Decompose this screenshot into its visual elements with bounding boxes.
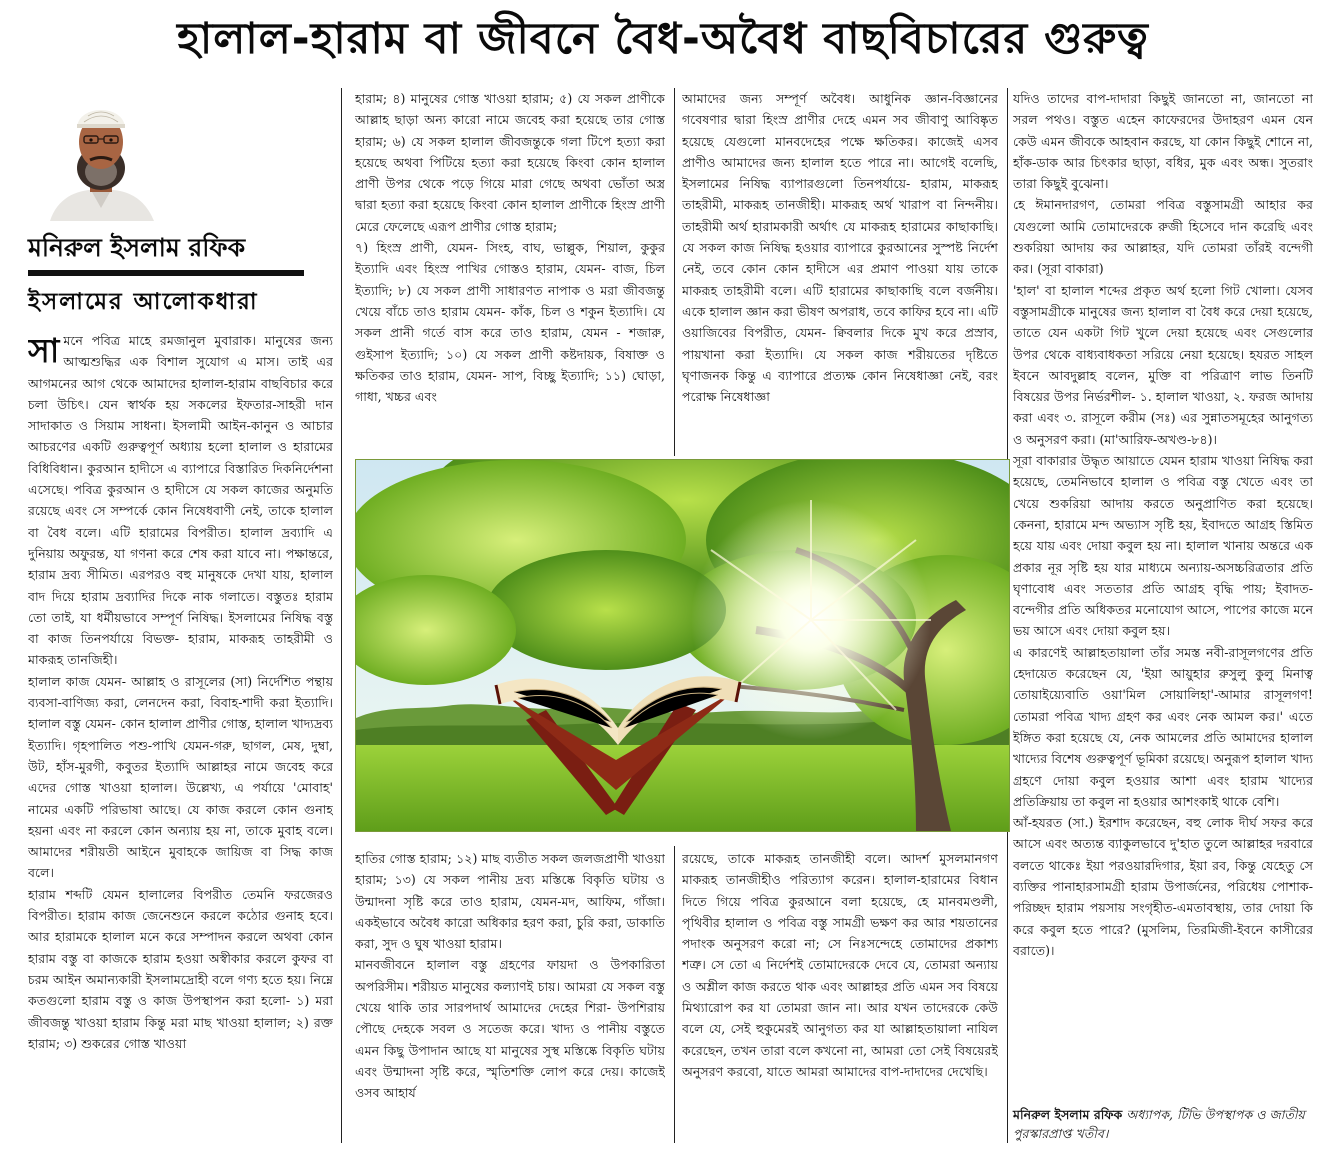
paragraph: সূরা বাকারার উদ্ধৃত আয়াতে যেমন হারাম খাওয়া নিষিদ্ধ করা হয়েছে, তেমনিভাবে হালাল ও পবিত্র বস্তু খেতে এবং তা খেয়ে শুকরিয়া আদায় করতে অনুপ্রাণিত করা হয়েছে। কেননা, হারামে মন্দ অভ্যাস সৃষ্টি হয়, ইবাদতে আগ্রহ স্তিমিত হয়ে যায় এবং দোয়া কবুল হয় না। হালাল খানায় অন্তরে এক প্রকার নূর সৃষ্টি হয় যার মাধ্যমে অন্যায়-অসচ্চরিত্রতার প্রতি ঘৃণাবোধ এবং সততার প্রতি আগ্রহ বৃদ্ধি পায়; ইবাদত-বন্দেগীর প্রতি অধিকতর মনোযোগ আসে, পাপের কাজে মনে ভয় আসে এবং দোয়া কবুল হয়। (1013, 453, 1313, 639)
author-footnote (1013, 1105, 1313, 1145)
paragraph: যদিও তাদের বাপ-দাদারা কিছুই জানতো না, জানতো না সরল পথও। বস্তুত এহেন কাফেরদের উদাহরণ এমন যেন কেউ এমন জীবকে আহবান করছে, যা কোন কিছুই শোনে না, হাঁক-ডাক আর চিৎকার ছাড়া, বধির, মুক এবং অন্ধ। সুতরাং তারা কিছুই বুঝেনা। (1013, 91, 1313, 192)
paragraph: 'হাল' বা হালাল শব্দের প্রকৃত অর্থ হলো গিট খোলা। যেসব বস্তুসামগ্রীকে মানুষের জন্য হালাল বা বৈধ করে দেয়া হয়েছে, তাতে যেন একটা গিট খুলে দেয়া হয়েছে এবং সেগুলোর উপর থেকে বাধ্যবাধকতা সরিয়ে নেয়া হয়েছে। হযরত সাহল ইবনে আবদুল্লাহ বলেন, মুক্তি বা পরিত্রাণ লাভ তিনটি বিষয়ের উপর নির্ভরশীল- ১. হালাল খাওয়া, ২. ফরজ আদায় করা এবং ৩. রাসূলে করীম (সঃ) এর সুন্নাতসমূহের আনুগত্য ও অনুসরণ করা। (মা'আরিফ-অখণ্ড-৮৪)। (1013, 282, 1313, 447)
footnote-name: মনিরুল ইসলাম রফিক (1013, 1107, 1123, 1122)
author-photo (40, 86, 162, 221)
paragraph: রয়েছে, তাকে মাকরূহ তানজীহী বলে। আদর্শ মুসলমানগণ মাকরূহ তানজীহীও পরিত্যাগ করেন। হালাল-হারামের বিধান দিতে গিয়ে পবিত্র কুরআনে বলা হয়েছে, হে মানবমণ্ডলী, পৃথিবীর হালাল ও পবিত্র বস্তু সামগ্রী ভক্ষণ কর আর শয়তানের পদাংক অনুসরণ করো না; সে নিঃসন্দেহে তোমাদের প্রকাশ্য শত্রু। সে তো এ নির্দেশই তোমাদেরকে দেবে যে, তোমরা অন্যায় ও অশ্লীল কাজ করতে থাক এবং আল্লাহর প্রতি এমন সব বিষয়ে মিথ্যারোপ কর যা তোমরা জান না। আর যখন তাদেরকে কেউ বলে যে, সেই হুকুমেরই আনুগত্য কর যা আল্লাহতায়ালা নাযিল করেছেন, তখন তারা বলে কখনো না, আমরা তো সেই বিষয়েরই অনুসরণ করবো, যাতে আমরা আমাদের বাপ-দাদাদের দেখেছি। (682, 851, 998, 1079)
paragraph: আমাদের জন্য সম্পূর্ণ অবৈধ। আধুনিক জ্ঞান-বিজ্ঞানের গবেষণার দ্বারা হিংস্র প্রাণীর দেহে এমন সব জীবাণু আবিষ্কৃত হয়েছে যেগুলো মানবদেহের পক্ষে ক্ষতিকর। কাজেই এসব প্রাণীও আমাদের জন্য হালাল হতে পারে না। আগেই বলেছি, ইসলামের নিষিদ্ধ ব্যাপারগুলো তিনপর্যায়ে- হারাম, মাকরূহ তাহরীমী, মাকরূহ তানজীহী। মাকরূহ অর্থ খারাপ বা নিন্দনীয়। তাহরীমী অর্থ হারামকারী অর্থাৎ যে মাকরূহ হারামের কাছাকাছি। যে সকল কাজ নিষিদ্ধ হওয়ার ব্যাপারে কুরআনের সুস্পষ্ট নির্দেশ নেই, তবে কোন কোন হাদীসে এর প্রমাণ পাওয়া যায় তাকে মাকরূহ তাহরীমী বলে। এটি হারামের কাছাকাছি বলে বর্জনীয়। একে হালাল জ্ঞান করা ভীষণ অপরাধ, তবে কাফির হবে না। এটি ওয়াজিবের বিপরীত, যেমন- ক্বিবলার দিকে মুখ করে প্রস্রাব, পায়খানা করা ইত্যাদি। যে সকল কাজ শরীয়তের দৃষ্টিতে ঘৃণাজনক কিন্তু এ ব্যাপারে প্রত্যক্ষ কোন নিষেধাজ্ঞা নেই, বরং পরোক্ষ নিষেধাজ্ঞা (682, 91, 998, 405)
paragraph: হাতির গোস্ত হারাম; ১২) মাছ ব্যতীত সকল জলজপ্রাণী খাওয়া হারাম; ১৩) যে সকল পানীয় দ্রব্য মস্তিষ্কে বিকৃতি ঘটায় ও উন্মাদনা সৃষ্টি করে তাও হারাম, যেমন-মদ, আফিম, গাঁজা। একইভাবে অবৈধ কারো অধিকার হরণ করা, চুরি করা, ডাকাতি করা, সুদ ও ঘুষ খাওয়া হারাম। (355, 851, 665, 952)
drop-cap: সা (28, 331, 60, 370)
headline: হালাল-হারাম বা জীবনে বৈধ-অবৈধ বাছবিচারের গুরুত্ব (177, 14, 1149, 64)
paragraph: এ কারণেই আল্লাহতায়ালা তাঁর সমস্ত নবী-রাসূলগণের প্রতি হেদায়েত করেছেন যে, 'ইয়া আয়ুহার রুসুলু কুলু মিনাত্ব তোয়াইয়্যেবাতি ওয়া'মিল সোয়ালিহা'-আমার রাসূলগণ! তোমরা পবিত্র খাদ্য গ্রহণ কর এবং নেক আমল কর।' এতে ইঙ্গিত করা হয়েছে যে, নেক আমলের প্রতি আমাদের হালাল খাদ্যের বিশেষ গুরুত্বপূর্ণ ভূমিকা রয়েছে। অনুরূপ হালাল খাদ্য গ্রহণে দোয়া কবুল হওয়ার আশা এবং হারাম খাদ্যের প্রতিক্রিয়ায় তা কবুল না হওয়ার আশংকাই থাকে বেশি। (1013, 644, 1313, 809)
article-column-2-top (355, 88, 665, 454)
article-column-1 (28, 330, 333, 1148)
paragraph: হালাল কাজ যেমন- আল্লাহ ও রাসূলের (সা) নির্দেশিত পন্থায় ব্যবসা-বাণিজ্য করা, লেনদেন করা, বিবাহ-শাদী করা ইত্যাদি। হালাল বস্তু যেমন- কোন হালাল প্রাণীর গোস্ত, হালাল খাদ্যদ্রব্য ইত্যাদি। গৃহপালিত পশু-পাখি যেমন-গরু, ছাগল, মেষ, দুম্বা, উট, হাঁস-মুরগী, কবুতর ইত্যাদি আল্লাহর নামে জবেহ করে এদের গোস্ত খাওয়া হালাল। উল্লেখ্য, এ পর্যায়ে 'মোবাহ' নামের একটি পরিভাষা আছে। যে কাজ করলে কোন গুনাহ হয়না এবং না করলে কোন অন্যায় হয় না, তাকে মুবাহ বলে। আমাদের শরীয়তী আইনে মুবাহকে জায়িজ বা সিদ্ধ কাজ বলে। (28, 673, 333, 881)
author-portrait-icon (40, 86, 162, 221)
article-column-3-bottom (682, 848, 998, 1144)
quran-on-stand-under-tree-icon (356, 460, 1009, 831)
author-name: মনিরুল ইসলাম রফিক (28, 233, 246, 262)
paragraph: হে ঈমানদারগণ, তোমরা পবিত্র বস্তুসামগ্রী আহার কর যেগুলো আমি তোমাদেরকে রুজী হিসেবে দান করেছি এবং শুকরিয়া আদায় কর আল্লাহর, যদি তোমরা তাঁরই বন্দেগী কর। (সূরা বাকারা) (1013, 197, 1313, 277)
quran-illustration (355, 459, 1010, 832)
byline-divider (28, 270, 304, 276)
paragraph: হারাম শব্দটি যেমন হালালের বিপরীত তেমনি ফরজেরও বিপরীত। হারাম কাজ জেনেশুনে করলে কঠোর গুনাহ হবে। আর হারামকে হালাল মনে করে সম্পাদন করলে অথবা কোন হারাম বস্তু বা কাজকে হারাম হওয়া অস্বীকার করলে কুফর বা চরম আইন অমান্যকারী ইসলামদ্রোহী বলে গণ্য হতে হয়। নিম্নে কতগুলো হারাম বস্তু ও কাজ উপস্থাপন করা হলো- ১) মরা জীবজন্তু খাওয়া হারাম কিন্তু মরা মাছ খাওয়া হালাল; ২) রক্ত হারাম; ৩) শুকরের গোস্ত খাওয়া (28, 886, 333, 1051)
column-rule (674, 846, 675, 1143)
column-rule (341, 88, 342, 1143)
article-column-4 (1013, 88, 1313, 1100)
footnote-description: অধ্যাপক, টিভি উপস্থাপক ও জাতীয় পুরস্কারপ্রাপ্ত খতীব। (1013, 1107, 1305, 1141)
paragraph: মানবজীবনে হালাল বস্তু গ্রহণের ফায়দা ও উপকারিতা অপরিসীম। শরীয়ত মানুষের কল্যাণই চায়। আমরা যে সকল বস্তু খেয়ে থাকি তার সারপদার্থ আমাদের দেহের শিরা- উপশিরায় পৌছে দেহকে সবল ও সতেজ করে। খাদ্য ও পানীয় বস্তুতে এমন কিছু উপাদান আছে যা মানুষের সুস্থ মস্তিষ্কে বিকৃতি ঘটায় এবং উন্মাদনা সৃষ্টি করে, স্মৃতিশক্তি লোপ করে দেয়। কাজেই ওসব আহার্য (355, 957, 665, 1101)
article-column-3-top (682, 88, 998, 454)
paragraph: আঁ-হযরত (সা.) ইরশাদ করেছেন, বহু লোক দীর্ঘ সফর করে আসে এবং অত্যন্ত ব্যাকুলভাবে দু'হাত তুলে আল্লাহর দরবারে বলতে থাকেঃ ইয়া পরওয়ারদিগার, ইয়া রব, কিন্তু যেহেতু সে ব্যক্তির পানাহারসামগ্রী হারাম উপার্জনের, পরিধেয় পোশাক-পরিচ্ছদ হারাম পয়সায় সংগৃহীত-এমতাবস্থায়, তার দোয়া কি করে কবুল হতে পারে? (মুসলিম, তিরমিজী-ইবনে কাসীরের বরাতে)। (1013, 815, 1313, 958)
column-label: ইসলামের আলোকধারা (28, 289, 259, 315)
article-column-2-bottom (355, 848, 665, 1144)
paragraph: সামনে পবিত্র মাহে রমজানুল মুবারাক। মানুষের জন্য আত্মশুদ্ধির এক বিশাল সুযোগ এ মাস। তাই এর আগমনের আগ থেকে আমাদের হালাল-হারাম বাছবিচার করে চলা উচিৎ। যেন স্বার্থক হয় সকলের ইফতার-সাহরী দান সাদাকাত ও সিয়াম সাধনা। ইসলামী আইন-কানুন ও আচার আচরণের একটি গুরুত্বপূর্ণ অধ্যায় হলো হালাল ও হারামের বিধিবিধান। কুরআন হাদীসে এ ব্যাপারে বিস্তারিত দিকনির্দেশনা এসেছে। পবিত্র কুরআন ও হাদীসে যে সকল কাজের অনুমতি রয়েছে এবং সে সম্পর্কে কোন নিষেধবাণী নেই, তাকে হালাল বা বৈধ বলে। এটি হারামের বিপরীত। হালাল দ্রব্যাদি এ দুনিয়ায় অফুরন্ত, যা গণনা করে শেষ করা যাবে না। পক্ষান্তরে, হারাম দ্রব্য সীমিত। এরপরও বহু মানুষকে দেখা যায়, হালাল বাদ দিয়ে হারাম দ্রব্যাদির দিকে নাক গলাতে। বস্তুতঃ হারাম তো তাই, যা ধর্মীয়ভাবে সম্পূর্ণ নিষিদ্ধ। ইসলামের নিষিদ্ধ বস্তু বা কাজ তিনপর্যায়ে বিভক্ত- হারাম, মাকরূহ তাহরীমী ও মাকরূহ তানজিহী। (28, 331, 333, 668)
paragraph: হারাম; ৪) মানুষের গোস্ত খাওয়া হারাম; ৫) যে সকল প্রাণীকে আল্লাহ ছাড়া অন্য কারো নামে জবেহ করা হয়েছে তার গোস্ত হারাম; ৬) যে সকল হালাল জীবজন্তুকে গলা টিপে হত্যা করা হয়েছে অথবা পিটিয়ে হত্যা করা হয়েছে কিংবা কোন হালাল প্রাণী উপর থেকে পড়ে গিয়ে মারা গেছে অথবা ভোঁতা অস্ত্র দ্বারা হত্যা করা হয়েছে কিংবা কোন হালাল প্রাণীকে হিংস্র প্রাণী মেরে ফেলেছে এরূপ প্রাণীর গোস্ত হারাম; (355, 91, 665, 234)
column-rule (674, 88, 675, 456)
paragraph: ৭) হিংস্র প্রাণী, যেমন- সিংহ, বাঘ, ভাল্লুক, শিয়াল, কুকুর ইত্যাদি এবং হিংস্র পাখির গোস্তও হারাম, যেমন- বাজ, চিল ইত্যাদি; ৮) যে সকল প্রাণী সাধারণত নাপাক ও মরা জীবজন্তু খেয়ে বাঁচে তাও হারাম যেমন- কাঁক, চিল ও শকুন ইত্যাদি। যে সকল প্রানী গর্তে বাস করে তাও হারাম, যেমন - শজারু, গুইসাপ ইত্যাদি; ১০) যে সকল প্রাণী কষ্টদায়ক, বিষাক্ত ও ক্ষতিকর তাও হারাম, যেমন- সাপ, বিচ্ছু ইত্যাদি; ১১) ঘোড়া, গাধা, খচ্চর এবং (355, 240, 665, 405)
